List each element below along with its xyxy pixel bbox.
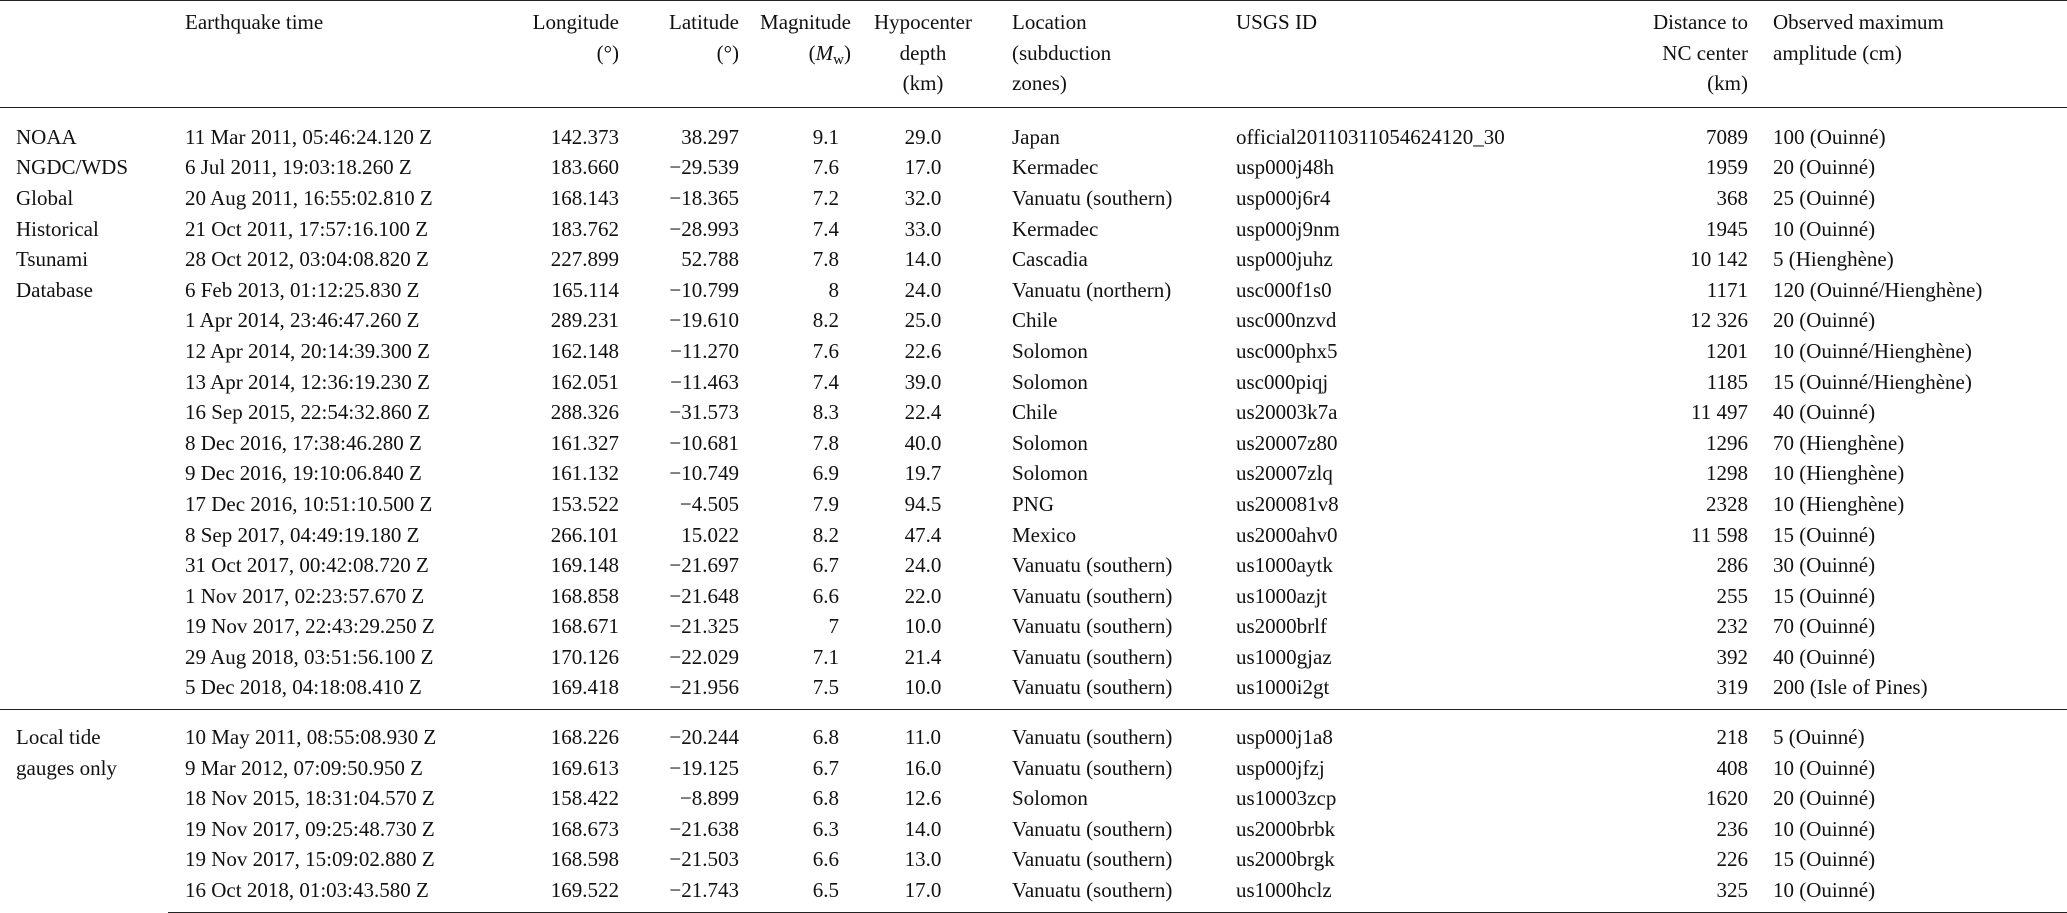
cell-depth: 22.6: [904, 338, 942, 363]
cell-depth: 11.0: [857, 710, 989, 753]
cell-longitude: 161.132: [550, 461, 619, 486]
cell-distance: 392: [1716, 644, 1748, 669]
cell-distance: 10 142: [1690, 247, 1748, 272]
table-row: [0, 367, 2067, 398]
cell-amplitude: 20 (Ouinné): [1773, 308, 1876, 333]
cell-magnitude: 8.3: [812, 400, 839, 425]
cell-distance: 255: [1716, 583, 1748, 608]
cell-latitude: −10.799: [669, 277, 739, 302]
group-label: Local tide gauges only: [0, 710, 168, 913]
table-row: [0, 107, 2067, 152]
cell-amplitude: 100 (Ouinné): [1773, 124, 1886, 149]
cell-longitude: 142.373: [550, 124, 619, 149]
cell-depth: 32.0: [904, 185, 942, 210]
cell-depth: 10.0: [904, 614, 942, 639]
cell-amplitude: 40 (Ouinné): [1773, 644, 1876, 669]
cell-magnitude: 8.2: [812, 308, 839, 333]
cell-location: Solomon: [1012, 786, 1088, 811]
cell-latitude: −10.749: [669, 461, 739, 486]
cell-magnitude: 7.4: [812, 369, 839, 394]
cell-magnitude: 7.5: [812, 675, 839, 700]
cell-amplitude: 70 (Ouinné): [1773, 614, 1876, 639]
cell-amplitude: 120 (Ouinné/Hienghène): [1773, 277, 1983, 302]
cell-location: Cascadia: [1012, 247, 1088, 272]
cell-distance: 1959: [1706, 155, 1748, 180]
cell-time: 17 Dec 2016, 10:51:10.500 Z: [185, 491, 433, 516]
cell-time: 16 Sep 2015, 22:54:32.860 Z: [185, 400, 430, 425]
cell-usgs-id: us20003k7a: [1236, 400, 1338, 425]
table-row: [0, 672, 2067, 709]
cell-location: Kermadec: [1012, 155, 1099, 180]
cell-latitude: −21.743: [625, 875, 745, 912]
cell-latitude: −28.993: [669, 216, 739, 241]
cell-distance: 1620: [1706, 786, 1748, 811]
cell-magnitude: 7.6: [812, 338, 839, 363]
cell-magnitude: 7: [828, 614, 839, 639]
table-row: [0, 814, 2067, 845]
header-depth: Hypocenter depth (km): [857, 1, 989, 107]
cell-depth: 17.0: [904, 155, 942, 180]
cell-usgs-id: us1000aytk: [1236, 553, 1333, 578]
cell-distance: 408: [1716, 755, 1748, 780]
cell-amplitude: 20 (Ouinné): [1773, 155, 1876, 180]
cell-longitude: 168.671: [550, 614, 619, 639]
cell-longitude: 266.101: [550, 522, 619, 547]
cell-latitude: −31.573: [669, 400, 739, 425]
table-row: [0, 489, 2067, 520]
cell-distance: 1296: [1706, 430, 1748, 455]
cell-time: 8 Sep 2017, 04:49:19.180 Z: [185, 522, 420, 547]
cell-magnitude: 6.8: [745, 710, 857, 753]
cell-usgs-id: us10003zcp: [1236, 786, 1337, 811]
cell-depth: 21.4: [904, 644, 942, 669]
table-row: [0, 305, 2067, 336]
cell-time: 29 Aug 2018, 03:51:56.100 Z: [185, 644, 434, 669]
cell-distance: 286: [1716, 553, 1748, 578]
cell-magnitude: 7.9: [812, 491, 839, 516]
cell-magnitude: 7.8: [812, 247, 839, 272]
cell-magnitude: 8: [828, 277, 839, 302]
cell-amplitude: 10 (Hienghène): [1773, 461, 1905, 486]
cell-usgs-id: usp000j9nm: [1236, 216, 1340, 241]
cell-amplitude: 15 (Ouinné): [1773, 583, 1876, 608]
cell-time: 31 Oct 2017, 00:42:08.720 Z: [185, 553, 429, 578]
cell-time: 19 Nov 2017, 15:09:02.880 Z: [185, 847, 435, 872]
cell-longitude: 227.899: [550, 247, 619, 272]
table-row: [0, 875, 2067, 912]
cell-amplitude: 40 (Ouinné): [1773, 400, 1876, 425]
cell-latitude: −21.697: [669, 553, 739, 578]
cell-longitude: 169.613: [550, 755, 619, 780]
header-group: [0, 1, 168, 107]
cell-longitude: 169.418: [550, 675, 619, 700]
cell-location: Solomon: [1012, 338, 1088, 363]
header-distance: Distance to NC center (km): [1495, 1, 1771, 107]
cell-location: Solomon: [1012, 430, 1088, 455]
cell-latitude: −21.648: [669, 583, 739, 608]
cell-longitude: 170.126: [550, 644, 619, 669]
cell-time: 19 Nov 2017, 09:25:48.730 Z: [185, 816, 435, 841]
cell-amplitude: 10 (Ouinné): [1773, 816, 1876, 841]
cell-amplitude: 10 (Ouinné): [1773, 216, 1876, 241]
cell-depth: 24.0: [904, 553, 942, 578]
cell-amplitude: 10 (Ouinné): [1773, 755, 1876, 780]
cell-location: Vanuatu (southern): [1012, 675, 1173, 700]
cell-usgs-id: usp000juhz: [1236, 247, 1333, 272]
cell-depth: 29.0: [904, 124, 942, 149]
cell-longitude: 168.598: [550, 847, 619, 872]
cell-location: PNG: [1012, 491, 1055, 516]
cell-magnitude: 6.7: [812, 553, 839, 578]
cell-time: 1 Nov 2017, 02:23:57.670 Z: [185, 583, 425, 608]
cell-distance: 218: [1495, 710, 1771, 753]
cell-distance: 1298: [1706, 461, 1748, 486]
cell-amplitude: 30 (Ouinné): [1773, 553, 1876, 578]
cell-usgs-id: usc000nzvd: [1236, 308, 1337, 333]
cell-depth: 47.4: [904, 522, 942, 547]
cell-depth: 12.6: [904, 786, 942, 811]
cell-latitude: −21.503: [669, 847, 739, 872]
header-location: Location (subduction zones): [989, 1, 1216, 107]
cell-magnitude: 7.6: [812, 155, 839, 180]
table-row: [0, 214, 2067, 245]
cell-location: Vanuatu (southern): [1012, 614, 1173, 639]
cell-longitude: 169.148: [550, 553, 619, 578]
cell-usgs-id: usp000j6r4: [1236, 185, 1331, 210]
table-row: [0, 183, 2067, 214]
table-row: [0, 581, 2067, 612]
cell-latitude: −21.325: [669, 614, 739, 639]
cell-depth: 24.0: [904, 277, 942, 302]
cell-latitude: −11.270: [670, 338, 739, 363]
header-longitude: Longitude (°): [495, 1, 625, 107]
cell-depth: 16.0: [904, 755, 942, 780]
cell-distance: 1945: [1706, 216, 1748, 241]
cell-longitude: 165.114: [551, 277, 619, 302]
table-row: [0, 520, 2067, 551]
cell-longitude: 183.660: [550, 155, 619, 180]
cell-longitude: 168.858: [550, 583, 619, 608]
cell-time: 21 Oct 2011, 17:57:16.100 Z: [185, 216, 429, 241]
table-row: [0, 275, 2067, 306]
cell-distance: 7089: [1706, 124, 1748, 149]
cell-time: 9 Dec 2016, 19:10:06.840 Z: [185, 461, 422, 486]
header-amplitude: Observed maximum amplitude (cm): [1771, 1, 2067, 107]
cell-magnitude: 7.1: [812, 644, 839, 669]
cell-amplitude: 15 (Ouinné): [1773, 847, 1876, 872]
cell-longitude: 158.422: [550, 786, 619, 811]
cell-usgs-id: us2000brlf: [1236, 614, 1327, 639]
cell-latitude: −22.029: [669, 644, 739, 669]
cell-latitude: 38.297: [681, 124, 739, 149]
cell-location: Vanuatu (southern): [989, 710, 1216, 753]
cell-distance: 319: [1716, 675, 1748, 700]
cell-location: Vanuatu (southern): [1012, 644, 1173, 669]
cell-distance: 236: [1716, 816, 1748, 841]
cell-time: 6 Jul 2011, 19:03:18.260 Z: [185, 155, 412, 180]
cell-location: Chile: [1012, 400, 1058, 425]
cell-location: Chile: [1012, 308, 1058, 333]
table-row: [0, 152, 2067, 183]
cell-time: 28 Oct 2012, 03:04:08.820 Z: [185, 247, 429, 272]
cell-magnitude: 6.8: [812, 786, 839, 811]
cell-longitude: 168.143: [550, 185, 619, 210]
cell-longitude: 162.148: [550, 338, 619, 363]
cell-latitude: −11.463: [670, 369, 739, 394]
table-row: [0, 458, 2067, 489]
cell-location: Solomon: [1012, 369, 1088, 394]
cell-time: 1 Apr 2014, 23:46:47.260 Z: [185, 308, 420, 333]
cell-usgs-id: us1000hclz: [1216, 875, 1495, 912]
cell-location: Solomon: [1012, 461, 1088, 486]
cell-longitude: 161.327: [550, 430, 619, 455]
cell-depth: 19.7: [904, 461, 942, 486]
cell-distance: 12 326: [1690, 308, 1748, 333]
cell-usgs-id: us2000ahv0: [1236, 522, 1338, 547]
cell-usgs-id: us1000i2gt: [1236, 675, 1330, 700]
cell-time: 8 Dec 2016, 17:38:46.280 Z: [185, 430, 422, 455]
cell-amplitude: 20 (Ouinné): [1773, 786, 1876, 811]
cell-latitude: −20.244: [625, 710, 745, 753]
cell-time: 6 Feb 2013, 01:12:25.830 Z: [185, 277, 420, 302]
cell-amplitude: 25 (Ouinné): [1773, 185, 1876, 210]
cell-depth: 13.0: [904, 847, 942, 872]
header-magnitude: Magnitude $(M_w)$: [745, 1, 857, 107]
header-time: Earthquake time: [168, 1, 495, 107]
cell-location: Vanuatu (northern): [1012, 277, 1172, 302]
cell-time: 9 Mar 2012, 07:09:50.950 Z: [185, 755, 423, 780]
cell-magnitude: 6.5: [745, 875, 857, 912]
group-local-tide-gauges: [0, 710, 2067, 913]
cell-depth: 14.0: [904, 816, 942, 841]
cell-location: Vanuatu (southern): [1012, 847, 1173, 872]
cell-location: Japan: [1012, 124, 1060, 149]
cell-amplitude: 15 (Ouinné/Hienghène): [1773, 369, 1972, 394]
table-row: [0, 642, 2067, 673]
cell-time: 19 Nov 2017, 22:43:29.250 Z: [185, 614, 435, 639]
cell-time: 13 Apr 2014, 12:36:19.230 Z: [185, 369, 430, 394]
cell-latitude: 52.788: [681, 247, 739, 272]
cell-latitude: −8.899: [679, 786, 739, 811]
cell-time: 20 Aug 2011, 16:55:02.810 Z: [185, 185, 433, 210]
table-row: [0, 336, 2067, 367]
cell-distance: 1201: [1706, 338, 1748, 363]
cell-distance: 11 598: [1691, 522, 1748, 547]
cell-magnitude: 6.6: [812, 583, 839, 608]
header-row: [0, 1, 2067, 107]
cell-longitude: 169.522: [495, 875, 625, 912]
table-row: [0, 844, 2067, 875]
cell-longitude: 289.231: [550, 308, 619, 333]
cell-depth: 94.5: [904, 491, 942, 516]
cell-distance: 1171: [1706, 277, 1748, 302]
cell-distance: 232: [1716, 614, 1748, 639]
header-usgs-id: USGS ID: [1216, 1, 1495, 107]
cell-latitude: −19.125: [669, 755, 739, 780]
cell-depth: 14.0: [904, 247, 942, 272]
cell-distance: 368: [1716, 185, 1748, 210]
cell-amplitude: 10 (Ouinné): [1771, 875, 2067, 912]
cell-location: Vanuatu (southern): [989, 875, 1216, 912]
cell-depth: 22.0: [904, 583, 942, 608]
cell-usgs-id: us20007z80: [1236, 430, 1338, 455]
cell-magnitude: 6.6: [812, 847, 839, 872]
cell-location: Vanuatu (southern): [1012, 583, 1173, 608]
cell-depth: 40.0: [904, 430, 942, 455]
cell-longitude: 288.326: [550, 400, 619, 425]
cell-amplitude: 15 (Ouinné): [1773, 522, 1876, 547]
cell-usgs-id: usp000jfzj: [1236, 755, 1325, 780]
cell-latitude: −18.365: [669, 185, 739, 210]
cell-depth: 10.0: [904, 675, 942, 700]
cell-usgs-id: usc000piqj: [1236, 369, 1329, 394]
cell-usgs-id: usc000phx5: [1236, 338, 1338, 363]
cell-time: 11 Mar 2011, 05:46:24.120 Z: [185, 124, 432, 149]
cell-usgs-id: us1000azjt: [1236, 583, 1327, 608]
cell-magnitude: 6.9: [812, 461, 839, 486]
cell-longitude: 168.226: [495, 710, 625, 753]
group-label: NOAA NGDC/WDS Global Historical Tsunami Database: [16, 124, 129, 302]
table-row: [0, 611, 2067, 642]
cell-depth: 25.0: [904, 308, 942, 333]
cell-usgs-id: us1000gjaz: [1236, 644, 1332, 669]
cell-location: Vanuatu (southern): [1012, 755, 1173, 780]
cell-distance: 1185: [1706, 369, 1748, 394]
cell-distance: 11 497: [1691, 400, 1748, 425]
cell-time: 5 Dec 2018, 04:18:08.410 Z: [185, 675, 422, 700]
cell-amplitude: 5 (Ouinné): [1771, 710, 2067, 753]
cell-amplitude: 70 (Hienghène): [1773, 430, 1905, 455]
cell-amplitude: 5 (Hienghène): [1773, 247, 1894, 272]
table-row: [0, 428, 2067, 459]
cell-depth: 22.4: [904, 400, 942, 425]
cell-distance: 2328: [1706, 491, 1748, 516]
cell-magnitude: 8.2: [812, 522, 839, 547]
cell-magnitude: 6.7: [812, 755, 839, 780]
cell-magnitude: 7.4: [812, 216, 839, 241]
cell-location: Vanuatu (southern): [1012, 816, 1173, 841]
cell-amplitude: 10 (Hienghène): [1773, 491, 1905, 516]
cell-longitude: 153.522: [550, 491, 619, 516]
cell-usgs-id: usc000f1s0: [1236, 277, 1332, 302]
cell-depth: 17.0: [857, 875, 989, 912]
table-row: [0, 753, 2067, 784]
cell-latitude: −19.610: [669, 308, 739, 333]
cell-time: 16 Oct 2018, 01:03:43.580 Z: [168, 875, 495, 912]
cell-latitude: −10.681: [669, 430, 739, 455]
cell-latitude: −4.505: [679, 491, 739, 516]
cell-distance: 226: [1716, 847, 1748, 872]
cell-location: Vanuatu (southern): [1012, 185, 1173, 210]
table-row: [0, 783, 2067, 814]
cell-usgs-id: us2000brgk: [1236, 847, 1335, 872]
cell-usgs-id: us2000brbk: [1236, 816, 1336, 841]
table-row: [0, 550, 2067, 581]
cell-longitude: 162.051: [550, 369, 619, 394]
cell-usgs-id: usp000j48h: [1236, 155, 1335, 180]
cell-latitude: −21.638: [669, 816, 739, 841]
cell-usgs-id: us200081v8: [1236, 491, 1339, 516]
cell-magnitude: 6.3: [812, 816, 839, 841]
cell-depth: 33.0: [904, 216, 942, 241]
cell-magnitude: 9.1: [812, 124, 839, 149]
cell-longitude: 168.673: [550, 816, 619, 841]
cell-latitude: −21.956: [669, 675, 739, 700]
cell-time: 12 Apr 2014, 20:14:39.300 Z: [185, 338, 430, 363]
cell-longitude: 183.762: [550, 216, 619, 241]
cell-magnitude: 7.2: [812, 185, 839, 210]
cell-usgs-id: us20007zlq: [1236, 461, 1333, 486]
cell-amplitude: 200 (Isle of Pines): [1773, 675, 1928, 700]
cell-location: Vanuatu (southern): [1012, 553, 1173, 578]
table-row: [0, 397, 2067, 428]
cell-latitude: −29.539: [669, 155, 739, 180]
group-noaa: [0, 107, 2067, 709]
cell-location: Kermadec: [1012, 216, 1099, 241]
cell-usgs-id: official20110311054624120_30: [1236, 124, 1505, 149]
cell-latitude: 15.022: [681, 522, 739, 547]
table-row: [0, 710, 2067, 753]
cell-distance: 325: [1495, 875, 1771, 912]
cell-depth: 39.0: [904, 369, 942, 394]
table-row: [0, 244, 2067, 275]
cell-time: 18 Nov 2015, 18:31:04.570 Z: [185, 786, 435, 811]
cell-magnitude: 7.8: [812, 430, 839, 455]
header-latitude: Latitude (°): [625, 1, 745, 107]
cell-location: Mexico: [1012, 522, 1077, 547]
cell-time: 10 May 2011, 08:55:08.930 Z: [168, 710, 495, 753]
cell-usgs-id: usp000j1a8: [1216, 710, 1495, 753]
cell-amplitude: 10 (Ouinné/Hienghène): [1773, 338, 1972, 363]
